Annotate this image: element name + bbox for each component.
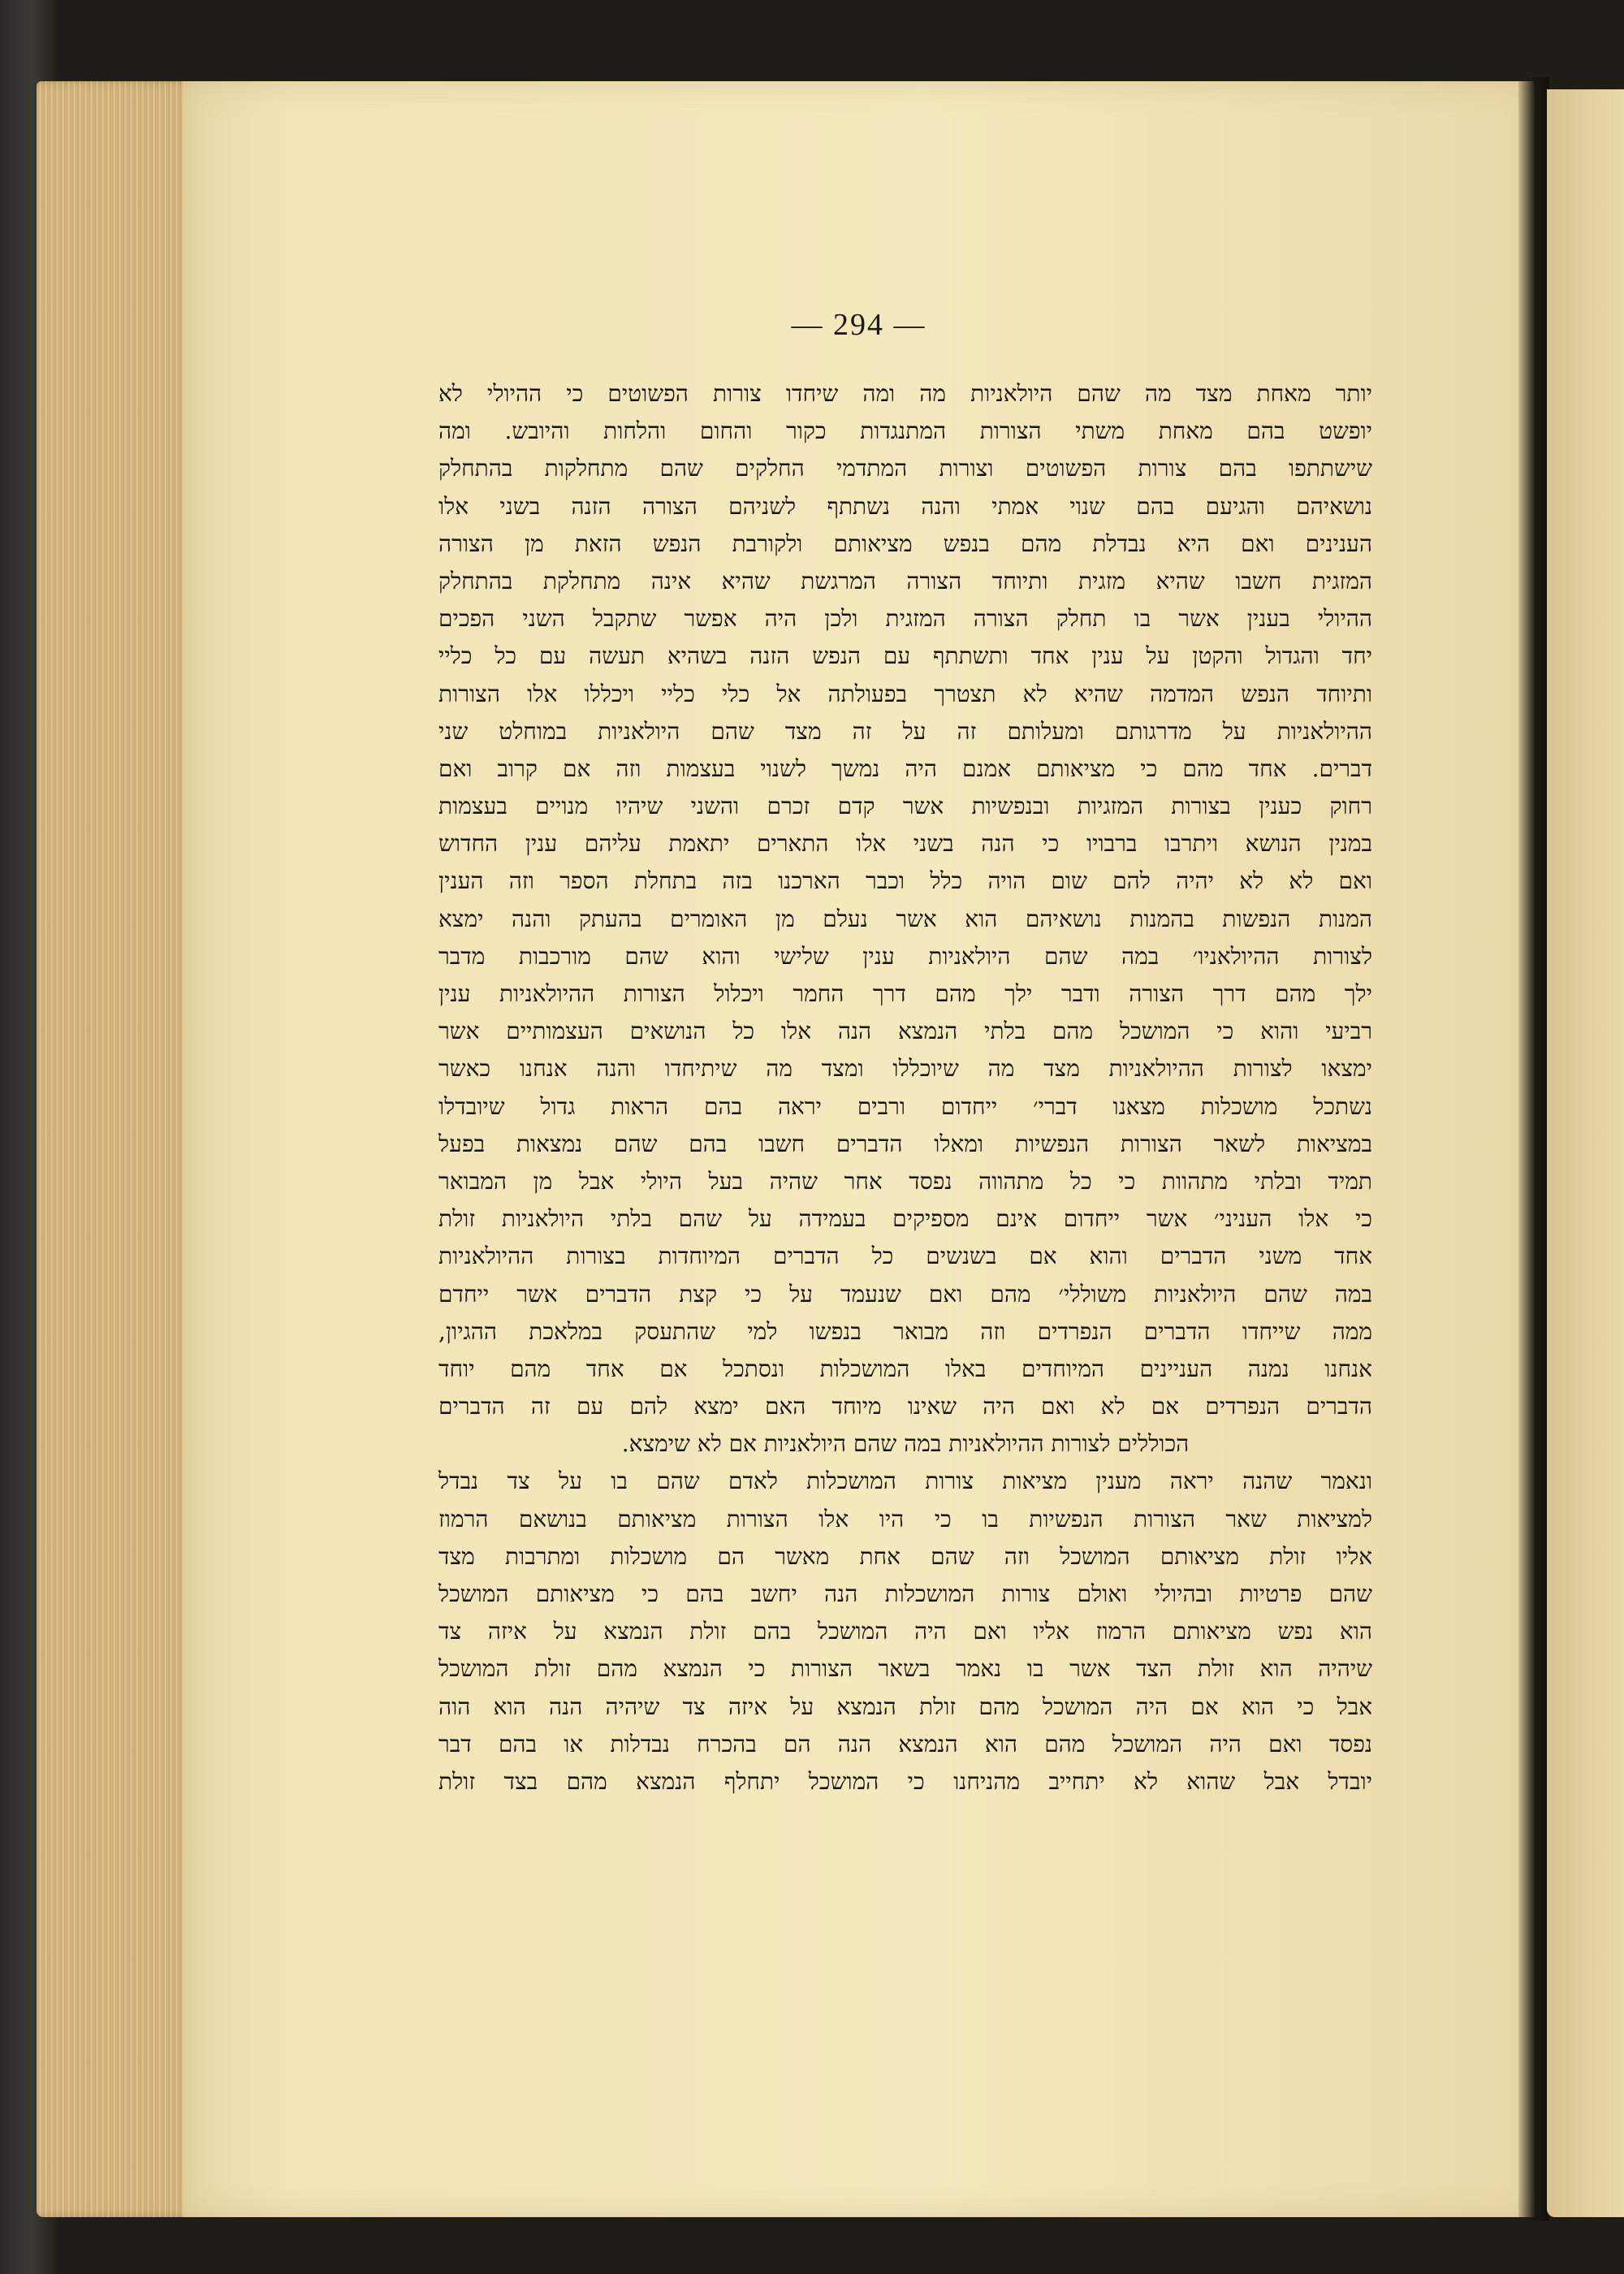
text-line: ממה שייחדו הדברים הנפרדים וזה מבואר בנפשו למי שהתעסק במלאכת ההגיון, <box>438 1317 1372 1345</box>
text-line: הוא נפש מציאותם הרמוז אליו ואם היה המושכל בהם זולת הנמצא על איזה צד <box>438 1618 1372 1645</box>
text-line: ההיולאניות על מדרגותם ומעלותם זה על זה מצד שהם היולאניות במוחלט שני <box>438 717 1372 745</box>
text-line: לצורות ההיולאניו׳ במה שהם היולאניות ענין שלישי והוא שהם מורכבות מדבר <box>438 942 1372 970</box>
text-line: כי אלו העניני׳ אשר ייחדום אינם מספיקים בעמידה על שהם בלתי היולאניות זולת <box>438 1205 1372 1233</box>
text-line: ימצאו לצורות ההיולאניות מצד מה שיוכללו ומצד מה שיתיחדו והנה אנחנו כאשר <box>438 1055 1372 1083</box>
text-line: למציאות שאר הצורות הנפשיות בו כי היו אלו הצורות מציאותם בנושאם הרמוז <box>438 1505 1372 1533</box>
paragraph-start-line: ונאמר שהנה יראה מענין מציאות צורות המושכלות לאדם שהם בו על צד נבדל <box>438 1468 1372 1495</box>
text-line: הענינים ואם היא נבדלת מהם בנפש מציאותם ולקורבת הנפש הזאת מן הצורה <box>438 530 1372 557</box>
text-line: רביעי והוא כי המושכל מהם בלתי הנמצא הנה אלו כל הנושאים העצמותיים אשר <box>438 1018 1372 1045</box>
text-line: ותיוחד הנפש המדמה שהיא לא תצטרך בפעולתה אל כלי כליי ויכללו אלו הצורות <box>438 680 1372 707</box>
body-text <box>438 375 1372 1801</box>
text-line: תמיד ובלתי מתהוות כי כל מתהווה נפסד אחר שהיה בעל היולי אבל מן המבואר <box>438 1167 1372 1195</box>
text-line: רחוק כענין בצורות המזגיות ובנפשיות אשר קדם זכרם והשני שיהיו מנויים בעצמות <box>438 793 1372 820</box>
book-gutter <box>1518 77 1549 2221</box>
facing-page-edge <box>1547 89 1624 2217</box>
text-line: במציאות לשאר הצורות הנפשיות ומאלו הדברים חשבו בהם שהם נמצאות בפעל <box>438 1130 1372 1157</box>
text-line: יובדל אבל שהוא לא יתחייב מהניחנו כי המושכל יתחלף הנמצא מהם בצד זולת <box>438 1767 1372 1795</box>
page-edges <box>37 81 195 2217</box>
page-header <box>183 0 1535 349</box>
text-line: אנחנו נמנה העניינים המיוחדים באלו המושכלות ונסתכל אם אחד מהם יוחד <box>438 1355 1372 1382</box>
text-line: יותר מאחת מצד מה שהם היולאניות מה ומה שיחדו צורות הפשוטים כי ההיולי לא <box>438 380 1372 407</box>
text-line: ההיולי בענין אשר בו תחלק הצורה המזגית ולכן היה אפשר שתקבל השני הפכים <box>438 605 1372 633</box>
text-line: נשתכל מושכלות מצאנו דברי׳ ייחדום ורבים יראה בהם הראות גדול שיובדלו <box>438 1092 1372 1120</box>
text-line: נפסד ואם היה המושכל מהם הוא הנמצא הנה הם בהכרח נבדלות או בהם דבר <box>438 1730 1372 1757</box>
text-line: ואם לא לא יהיה להם שום הויה כלל וכבר הארכנו בזה בתחלת הספר וזה הענין <box>438 867 1372 895</box>
text-line: שישתתפו בהם צורות הפשוטים וצורות המתדמי החלקים שהם מתחלקות בהתחלק <box>438 455 1372 482</box>
text-line: דברים. אחד מהם כי מציאותם אמנם היה נמשך לשנוי בעצמות וזה אם קרוב ואם <box>438 754 1372 782</box>
text-line: הדברים הנפרדים אם לא ואם היה שאינו מיוחד האם ימצא להם עם זה הדברים <box>438 1393 1372 1420</box>
text-line: נושאיהם והגיעם בהם שנוי אמתי והנה נשתתף לשניהם הצורה הזנה בשני אלו <box>438 492 1372 520</box>
text-line: אליו זולת מציאותם המושכל וזה שהם אחת מאשר הם מושכלות ומתרבות מצד <box>438 1542 1372 1570</box>
text-line: אבל כי הוא אם היה המושכל מהם זולת הנמצא על איזה צד שיהיה הנה הוא הוה <box>438 1693 1372 1720</box>
text-line: אחד משני הדברים והוא אם בשנשים כל הדברים המיוחדות בצורות ההיולאניות <box>438 1243 1372 1270</box>
text-line: שהם פרטיות ובהיולי ואולם צורות המושכלות הנה יחשב בהם כי מציאותם המושכל <box>438 1580 1372 1607</box>
text-line: יחד והגדול והקטן על ענין אחד ותשתתף עם הנפש הזנה בשהיא תעשה עם כל כליי <box>438 642 1372 670</box>
text-line: המזגית חשבו שהיא מזגית ותיוחד הצורה המרגשת שהיא אינה מתחלקת בהתחלק <box>438 567 1372 594</box>
text-line: המנות הנפשות בהמנות נושאיהם הוא אשר נעלם מן האומרים בהעתק והנה ימצא <box>438 905 1372 932</box>
text-line: שיהיה הוא זולת הצד אשר בו נאמר בשאר הצורות כי הנמצא מהם זולת המושכל <box>438 1655 1372 1683</box>
paragraph-end-line: הכוללים לצורות ההיולאניות במה שהם היולאניות אם לא שימצא. <box>621 1430 1190 1458</box>
text-line: ילך מהם דרך הצורה ודבר ילך מהם דרך החמר ויכלול הצורות ההיולאניות ענין <box>438 980 1372 1007</box>
text-line: יופשט בהם מאחת משתי הצורות המתנגדות כקור והחום והלחות והיובש. ומה <box>438 417 1372 445</box>
page-number: — 294 — <box>791 308 926 342</box>
text-line: במה שהם היולאניות משוללי׳ מהם ואם שנעמד על כי קצת הדברים אשר ייחדם <box>438 1280 1372 1308</box>
text-line: במנין הנושא ויתרבו ברבויו כי הנה בשני אלו התארים יתאמת עליהם ענין החדוש <box>438 830 1372 858</box>
